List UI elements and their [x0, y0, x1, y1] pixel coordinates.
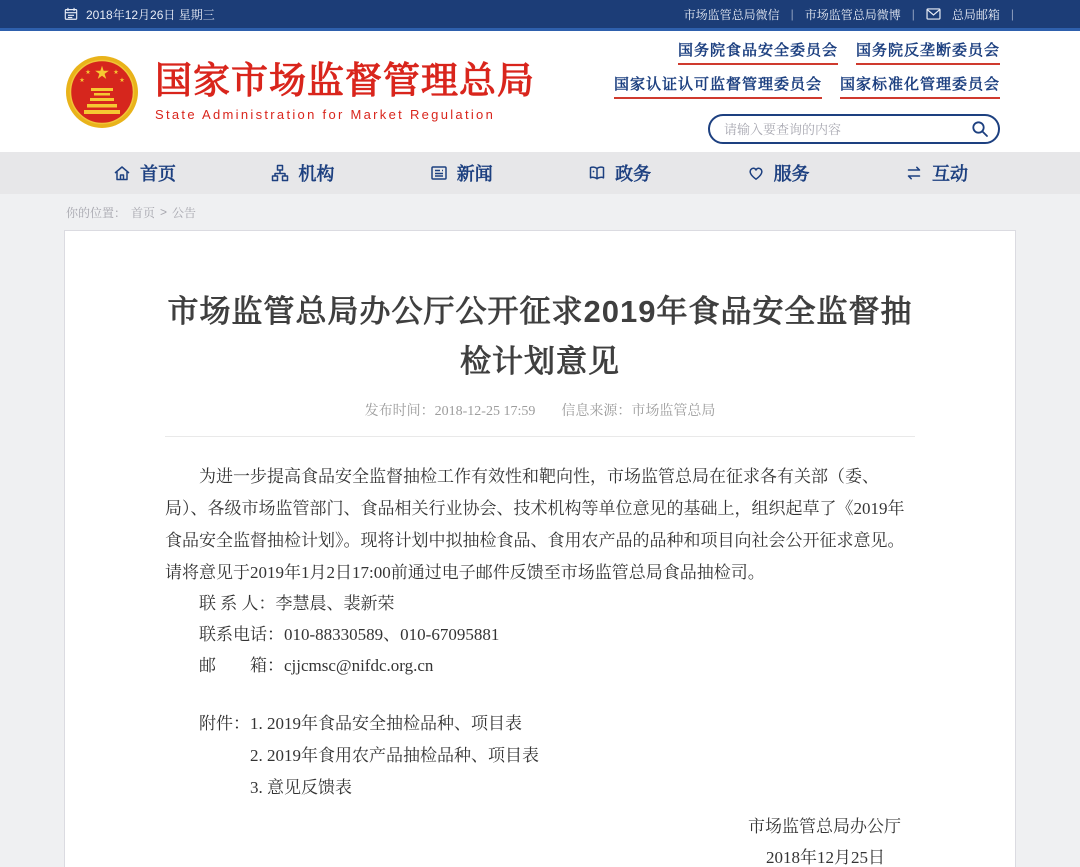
- nav-label: 新闻: [456, 164, 493, 184]
- signature-block: [165, 811, 915, 867]
- header-right: [614, 39, 1000, 144]
- article-title: 市场监管总局办公厅公开征求2019年食品安全监督抽检计划意见: [167, 294, 913, 379]
- article-meta: [165, 400, 915, 420]
- source-value: 市场监管总局: [631, 404, 716, 420]
- attachments-label: 附件：: [199, 713, 250, 733]
- attachment-line: [199, 708, 915, 740]
- nav-label: 首页: [140, 164, 176, 184]
- nav-label: 政务: [615, 164, 652, 184]
- link-food-safety-committee[interactable]: 国务院食品安全委员会: [678, 39, 838, 65]
- nav-item-home[interactable]: [112, 160, 176, 186]
- national-emblem-logo: [64, 54, 140, 130]
- brand[interactable]: [64, 54, 535, 130]
- source-label: 信息来源：: [561, 404, 632, 420]
- topbar: [0, 0, 1080, 31]
- signature-department: 市场监管总局办公厅: [748, 816, 901, 836]
- committee-row-1: [678, 39, 1000, 65]
- article-body: [165, 461, 915, 867]
- nav-label: 服务: [773, 164, 810, 184]
- nav-item-service[interactable]: [746, 160, 810, 186]
- org-icon: [270, 163, 290, 183]
- mail-icon: [926, 8, 941, 20]
- title-divider: [165, 436, 915, 437]
- link-cnca[interactable]: 国家认证认可监督管理委员会: [614, 73, 822, 99]
- topbar-link-wechat[interactable]: 市场监管总局微信: [683, 7, 780, 22]
- article-paragraph: 为进一步提高食品安全监督抽检工作有效性和靶向性，市场监管总局在征求各有关部（委、局）、各级市场监管部门、食品相关行业协会、技术机构等单位意见的基础上，组织起草了《2019年食品安全监督抽检计划》。现将计划中拟抽检食品、食用农产品的品种和项目向社会公开征求意见。请将意见于2019年1月2日17:00前通过电子邮件反馈至市场监管总局食品抽检司。: [165, 467, 905, 583]
- site-title-en: State Administration for Market Regulation: [155, 106, 496, 122]
- attachment-link-2[interactable]: 2. 2019年食用农产品抽检品种、项目表: [250, 746, 539, 766]
- search-icon[interactable]: [970, 119, 990, 139]
- topbar-date-group: [64, 6, 215, 23]
- search-box: [708, 114, 1000, 144]
- link-antimonopoly-committee[interactable]: 国务院反垄断委员会: [856, 39, 1000, 65]
- home-icon: [112, 163, 132, 183]
- topbar-separator: |: [790, 7, 794, 21]
- nav-item-news[interactable]: [429, 160, 493, 186]
- signature-date: 2018年12月25日: [766, 848, 885, 867]
- contact-phone: 联系电话：010-88330589、010-67095881: [199, 624, 500, 644]
- exchange-arrows-icon: [904, 163, 924, 183]
- contact-email: 邮 箱：cjjcmsc@nifdc.org.cn: [199, 655, 434, 675]
- publish-time: 2018-12-25 17:59: [434, 404, 536, 420]
- nav-item-gov[interactable]: [587, 160, 651, 186]
- news-icon: [429, 163, 449, 183]
- article-card: [64, 230, 1016, 867]
- attachment-link-3[interactable]: 3. 意见反馈表: [250, 778, 352, 798]
- breadcrumb-separator: >: [160, 205, 168, 219]
- breadcrumb-current[interactable]: 公告: [172, 205, 197, 220]
- calendar-icon: [64, 7, 78, 21]
- nav-label: 互动: [931, 164, 968, 184]
- nav-item-interact[interactable]: [904, 160, 968, 186]
- publish-time-label: 发布时间：: [364, 404, 435, 420]
- attachment-line: [250, 740, 915, 772]
- contact-person: 联 系 人：李慧晨、裴新荣: [199, 594, 395, 613]
- attachment-line: [250, 772, 915, 804]
- committee-row-2: [614, 73, 1000, 99]
- link-sac[interactable]: 国家标准化管理委员会: [840, 73, 1000, 99]
- topbar-link-weibo[interactable]: 市场监管总局微博: [804, 7, 901, 22]
- gov-icon: [587, 163, 607, 183]
- breadcrumb: [0, 194, 1080, 230]
- site-header: [0, 31, 1080, 152]
- heart-icon: [746, 163, 766, 183]
- search-input[interactable]: [724, 122, 970, 137]
- nav-label: 机构: [298, 164, 335, 184]
- topbar-separator: |: [911, 7, 915, 21]
- topbar-link-mail[interactable]: 总局邮箱: [951, 7, 1000, 22]
- attachment-link-1[interactable]: 1. 2019年食品安全抽检品种、项目表: [250, 713, 522, 733]
- breadcrumb-home-link[interactable]: 首页: [131, 205, 156, 220]
- topbar-links: [684, 6, 1014, 23]
- brand-text: [155, 61, 535, 122]
- breadcrumb-prefix: 你的位置：: [66, 205, 127, 220]
- site-title: 国家市场监督管理总局: [155, 60, 535, 102]
- nav-item-org[interactable]: [270, 160, 334, 186]
- topbar-separator: |: [1010, 7, 1014, 21]
- main-nav: [0, 152, 1080, 194]
- current-date: 2018年12月26日 星期三: [86, 7, 215, 22]
- attachments-section: [165, 708, 915, 805]
